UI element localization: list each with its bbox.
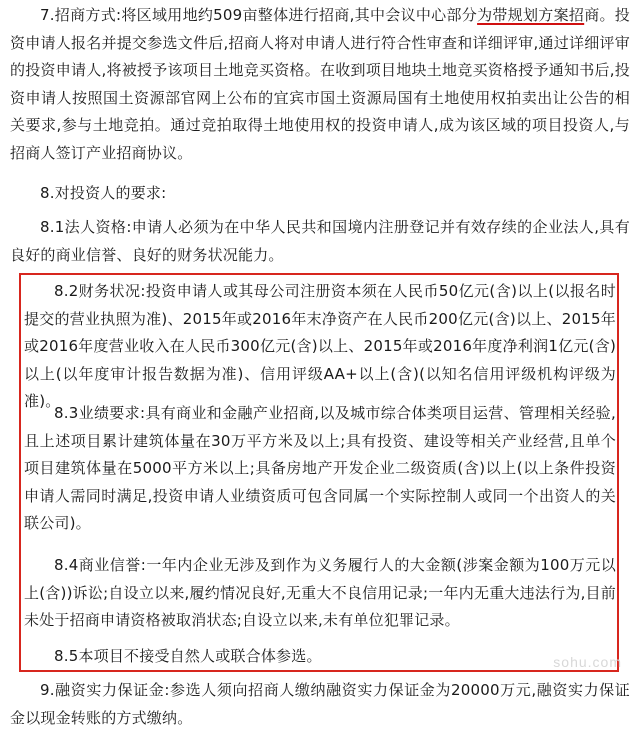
red-highlight-box xyxy=(19,273,619,672)
p7-rest: 商。投资申请人报名并提交参选文件后,招商人将对申请人进行符合性审查和详细评审,通过详细评审的投资申请人,将被授予该项目土地竞买资格。在收到项目地块土地竞买资格授予通知书后,投资申请人按照国土资源部官网上公布的宜宾市国土资源局国有土地使用权拍卖出让公告的相关要求,参与土地竞拍。通过竞拍取得土地使用权的投资申请人,成为该区域的项目投资人,与招商人签订产业招商协议。 xyxy=(10,6,630,162)
paragraph-8-3-performance-requirements: 8.3业绩要求:具有商业和金融产业招商,以及城市综合体类项目运营、管理相关经验,且上述项目累计建筑体量在30万平方米及以上;具有投资、建设等相关产业经营,且单个项目建筑体量在5000平方米以上;具备房地产开发企业二级资质(含)以上(以上条件投资申请人需同时满足,投资申请人业绩资质可包含同属一个实际控制人或同一个出资人的关联公司)。 xyxy=(24,404,616,533)
watermark: sohu.com xyxy=(553,654,622,670)
paragraph-8-5-no-individuals: 8.5本项目不接受自然人或联合体参选。 xyxy=(54,647,322,665)
paragraph-7-bidding-method xyxy=(10,2,630,168)
paragraph-8-1-legal-qualification: 8.1法人资格:申请人必须为在中华人民共和国境内注册登记并有效存续的企业法人,具有良好的商业信誉、良好的财务状况能力。 xyxy=(10,218,630,264)
p7-prefix: 7.招商方式:将区域用地约509亩整体进行招商,其中会议中心部分 xyxy=(40,6,478,24)
p7-underlined-phrase: 为带规划方案招 xyxy=(477,6,585,24)
paragraph-8-investor-requirements: 8.对投资人的要求: xyxy=(40,184,167,202)
paragraph-9-financing-deposit: 9.融资实力保证金:参选人须向招商人缴纳融资实力保证金为20000万元,融资实力保证金以现金转账的方式缴纳。 xyxy=(10,681,630,727)
paragraph-8-2-financial-status: 8.2财务状况:投资申请人或其母公司注册资本须在人民币50亿元(含)以上(以报名时提交的营业执照为准)、2015年或2016年末净资产在人民币200亿元(含)以上、2015年或2016年度营业收入在人民币300亿元(含)以上、2015年或2016年度净利润1亿元(含)以上(以年度审计报告数据为准)、信用评级AA+以上(含)(以知名信用评级机构评级为准)。 xyxy=(24,282,616,411)
paragraph-8-4-business-reputation: 8.4商业信誉:一年内企业无涉及到作为义务履行人的大金额(涉案金额为100万元以上(含))诉讼;自设立以来,履约情况良好,无重大不良信用记录;一年内无重大违法行为,目前未处于招商申请资格被取消状态;自设立以来,未有单位犯罪记录。 xyxy=(24,556,616,630)
